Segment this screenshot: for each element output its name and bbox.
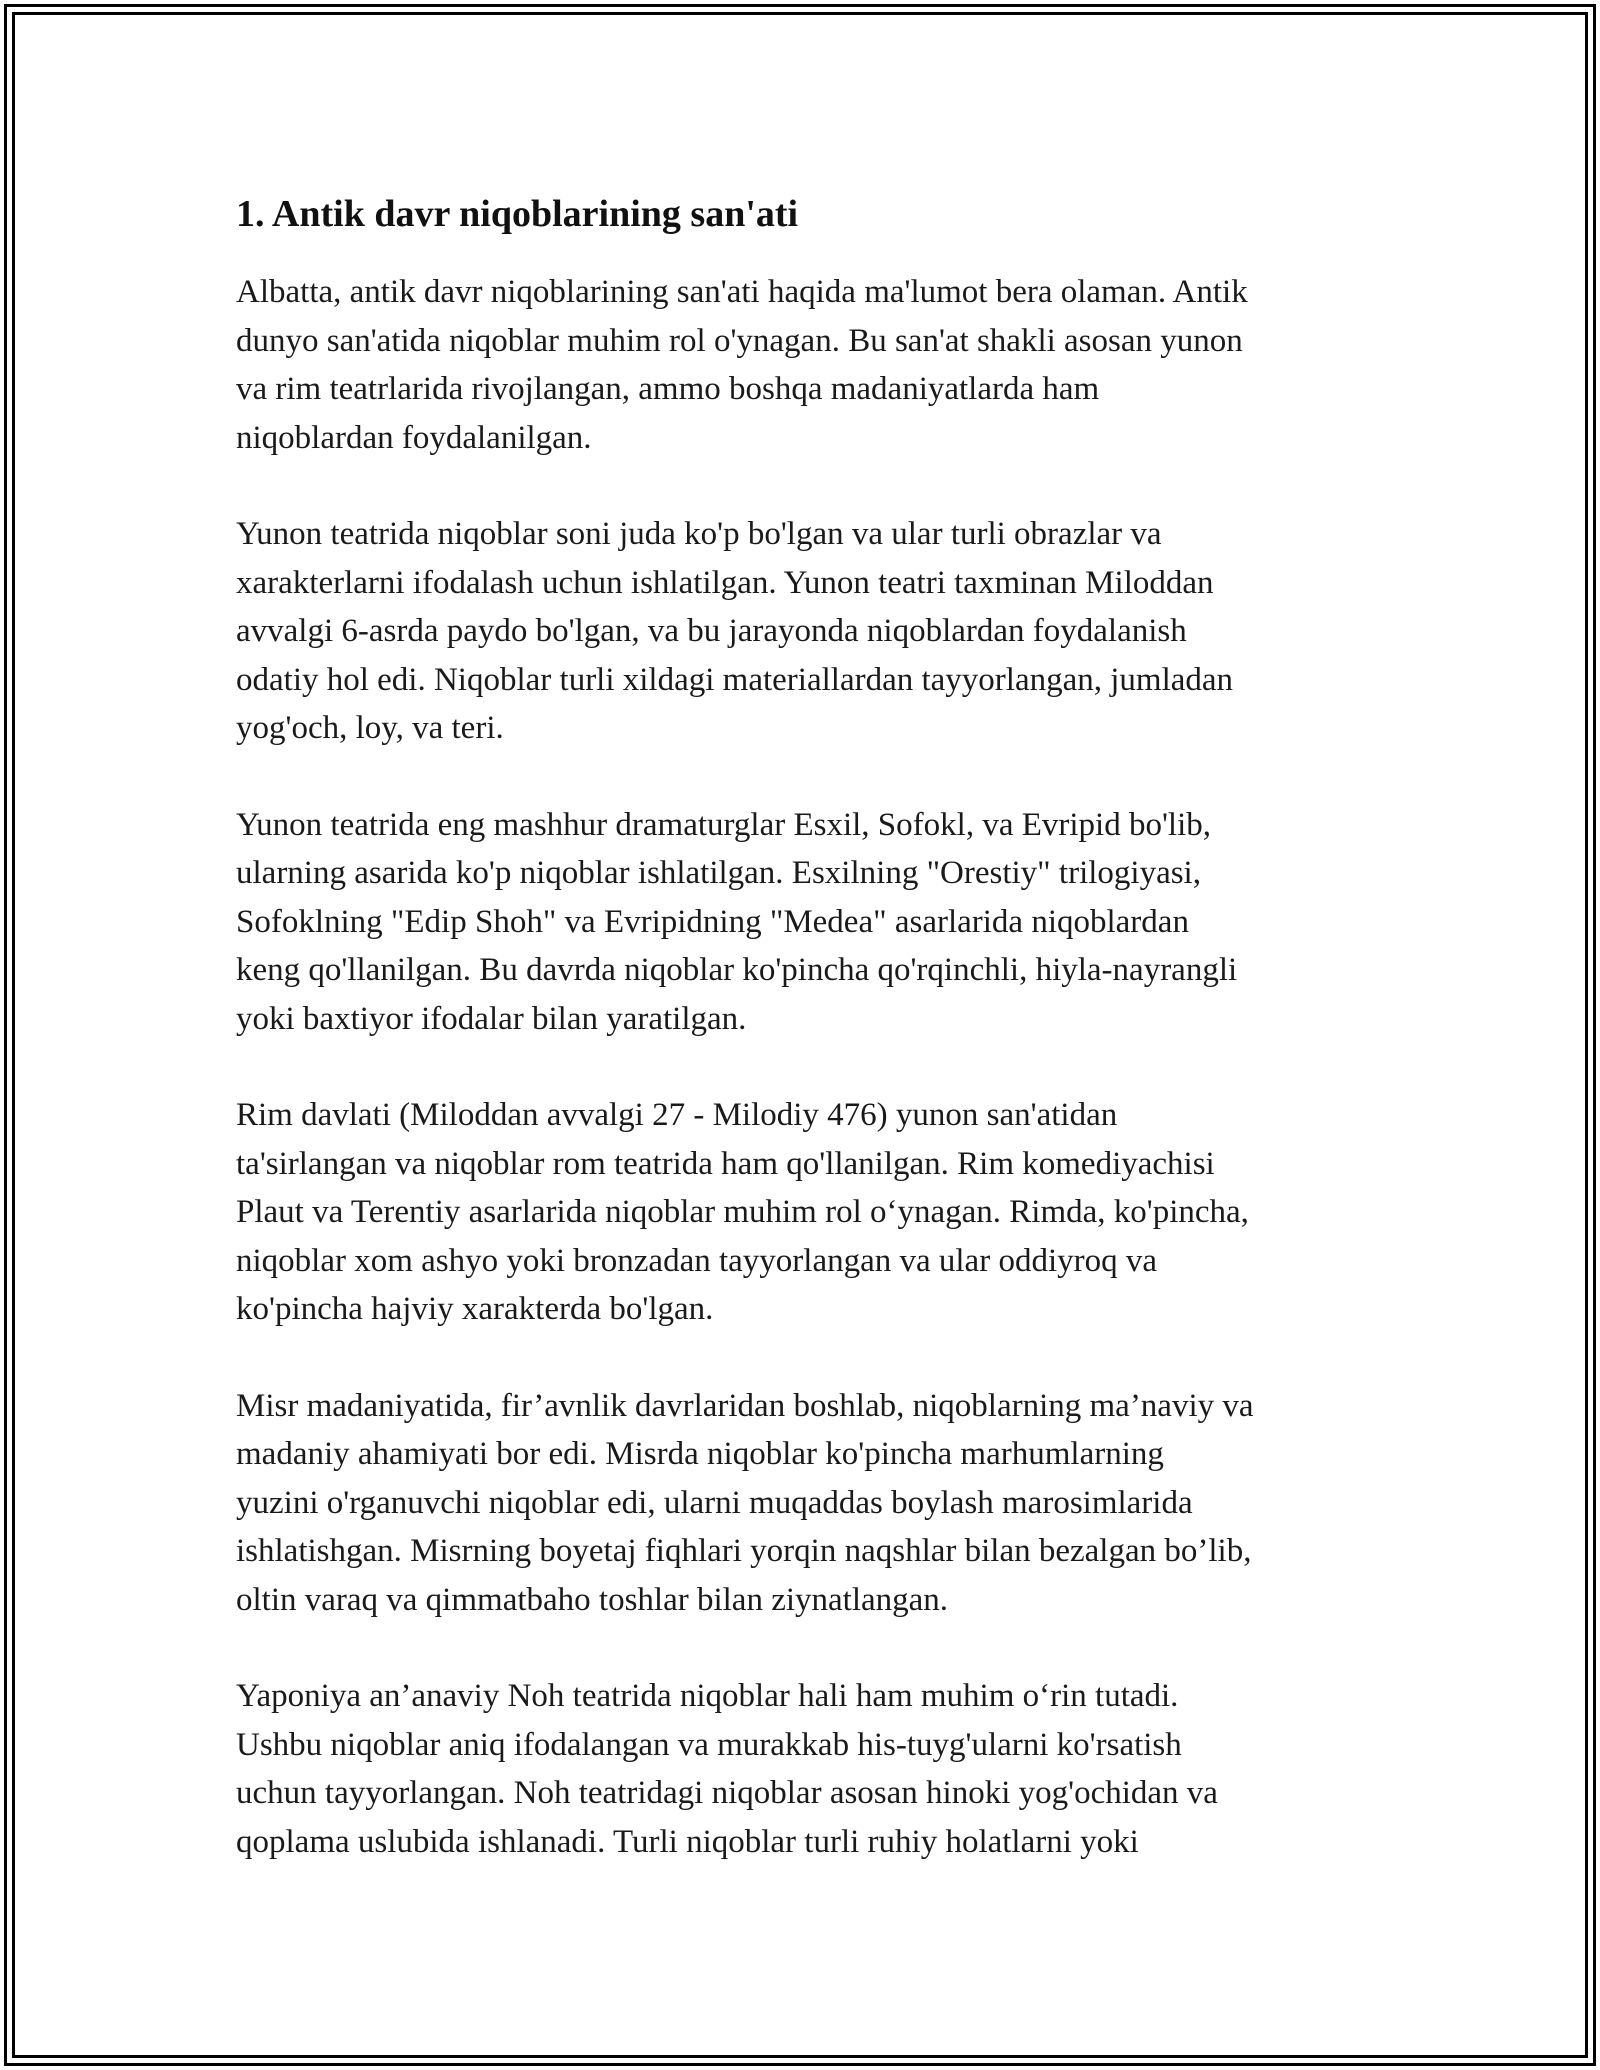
paragraph-line: madaniy ahamiyati bor edi. Misrda niqoblar ko'pincha marhumlarning — [236, 1436, 1164, 1472]
document-body — [236, 186, 1376, 1866]
paragraph-line: ko'pincha hajviy xarakterda bo'lgan. — [236, 1291, 714, 1327]
paragraph-line: Rim davlati (Miloddan avvalgi 27 - Milodiy 476) yunon san'atidan — [236, 1097, 1118, 1133]
paragraph-line: yog'och, loy, va teri. — [236, 710, 504, 746]
paragraph-line: Yaponiya an’anaviy Noh teatrida niqoblar hali ham muhim o‘rin tutadi. — [236, 1678, 1179, 1714]
paragraph — [236, 1672, 1376, 1866]
paragraph-list — [236, 268, 1376, 1866]
paragraph — [236, 1091, 1376, 1334]
paragraph-line: Yunon teatrida eng mashhur dramaturglar Esxil, Sofokl, va Evripid bo'lib, — [236, 806, 1211, 843]
paragraph-line: ta'sirlangan va niqoblar rom teatrida ham qo'llanilgan. Rim komediyachisi — [236, 1145, 1215, 1182]
paragraph-line: xarakterlarni ifodalash uchun ishlatilgan. Yunon teatri taxminan Miloddan — [236, 564, 1214, 601]
paragraph-line: yoki baxtiyor ifodalar bilan yaratilgan. — [236, 1000, 747, 1037]
paragraph-line: yuzini o'rganuvchi niqoblar edi, ularni muqaddas boylash marosimlarida — [236, 1484, 1193, 1521]
paragraph-line: avvalgi 6-asrda paydo bo'lgan, va bu jarayonda niqoblardan foydalanish — [236, 613, 1187, 649]
paragraph — [236, 268, 1376, 462]
paragraph-line: keng qo'llanilgan. Bu davrda niqoblar ko'pincha qo'rqinchli, hiyla-nayrangli — [236, 952, 1238, 988]
paragraph-line: Sofoklning "Edip Shoh" va Evripidning "Medea" asarlarida niqoblardan — [236, 903, 1189, 940]
paragraph-line: niqoblar xom ashyo yoki bronzadan tayyorlangan va ular oddiyroq va — [236, 1242, 1158, 1279]
paragraph-line: odatiy hol edi. Niqoblar turli xildagi materiallardan tayyorlangan, jumladan — [236, 661, 1234, 698]
paragraph-line: Misr madaniyatida, fir’avnlik davrlaridan boshlab, niqoblarning ma’naviy va — [236, 1387, 1254, 1424]
paragraph — [236, 1382, 1376, 1625]
paragraph-line: Albatta, antik davr niqoblarining san'ati haqida ma'lumot bera olaman. Antik — [236, 274, 1248, 310]
paragraph-line: Plaut va Terentiy asarlarida niqoblar muhim rol o‘ynagan. Rimda, ko'pincha, — [236, 1194, 1249, 1230]
paragraph-line: Ushbu niqoblar aniq ifodalangan va murakkab his-tuyg'ularni ko'rsatish — [236, 1726, 1182, 1763]
section-title: 1. Antik davr niqoblarining san'ati — [236, 193, 799, 235]
paragraph — [236, 801, 1376, 1044]
paragraph-line: ularning asarida ko'p niqoblar ishlatilgan. Esxilning "Orestiy" trilogiyasi, — [236, 855, 1201, 891]
paragraph-line: Yunon teatrida niqoblar soni juda ko'p bo'lgan va ular turli obrazlar va — [236, 516, 1162, 552]
paragraph-line: ishlatishgan. Misrning boyetaj fiqhlari yorqin naqshlar bilan bezalgan bo’lib, — [236, 1533, 1252, 1569]
paragraph-line: oltin varaq va qimmatbaho toshlar bilan ziynatlangan. — [236, 1581, 949, 1618]
paragraph-line: dunyo san'atida niqoblar muhim rol o'ynagan. Bu san'at shakli asosan yunon — [236, 322, 1243, 359]
paragraph-line: qoplama uslubida ishlanadi. Turli niqoblar turli ruhiy holatlarni yoki — [236, 1823, 1139, 1860]
paragraph — [236, 510, 1376, 753]
paragraph-line: uchun tayyorlangan. Noh teatridagi niqoblar asosan hinoki yog'ochidan va — [236, 1775, 1218, 1811]
paragraph-line: va rim teatrlarida rivojlangan, ammo boshqa madaniyatlarda ham — [236, 371, 1100, 407]
paragraph-line: niqoblardan foydalanilgan. — [236, 419, 592, 456]
